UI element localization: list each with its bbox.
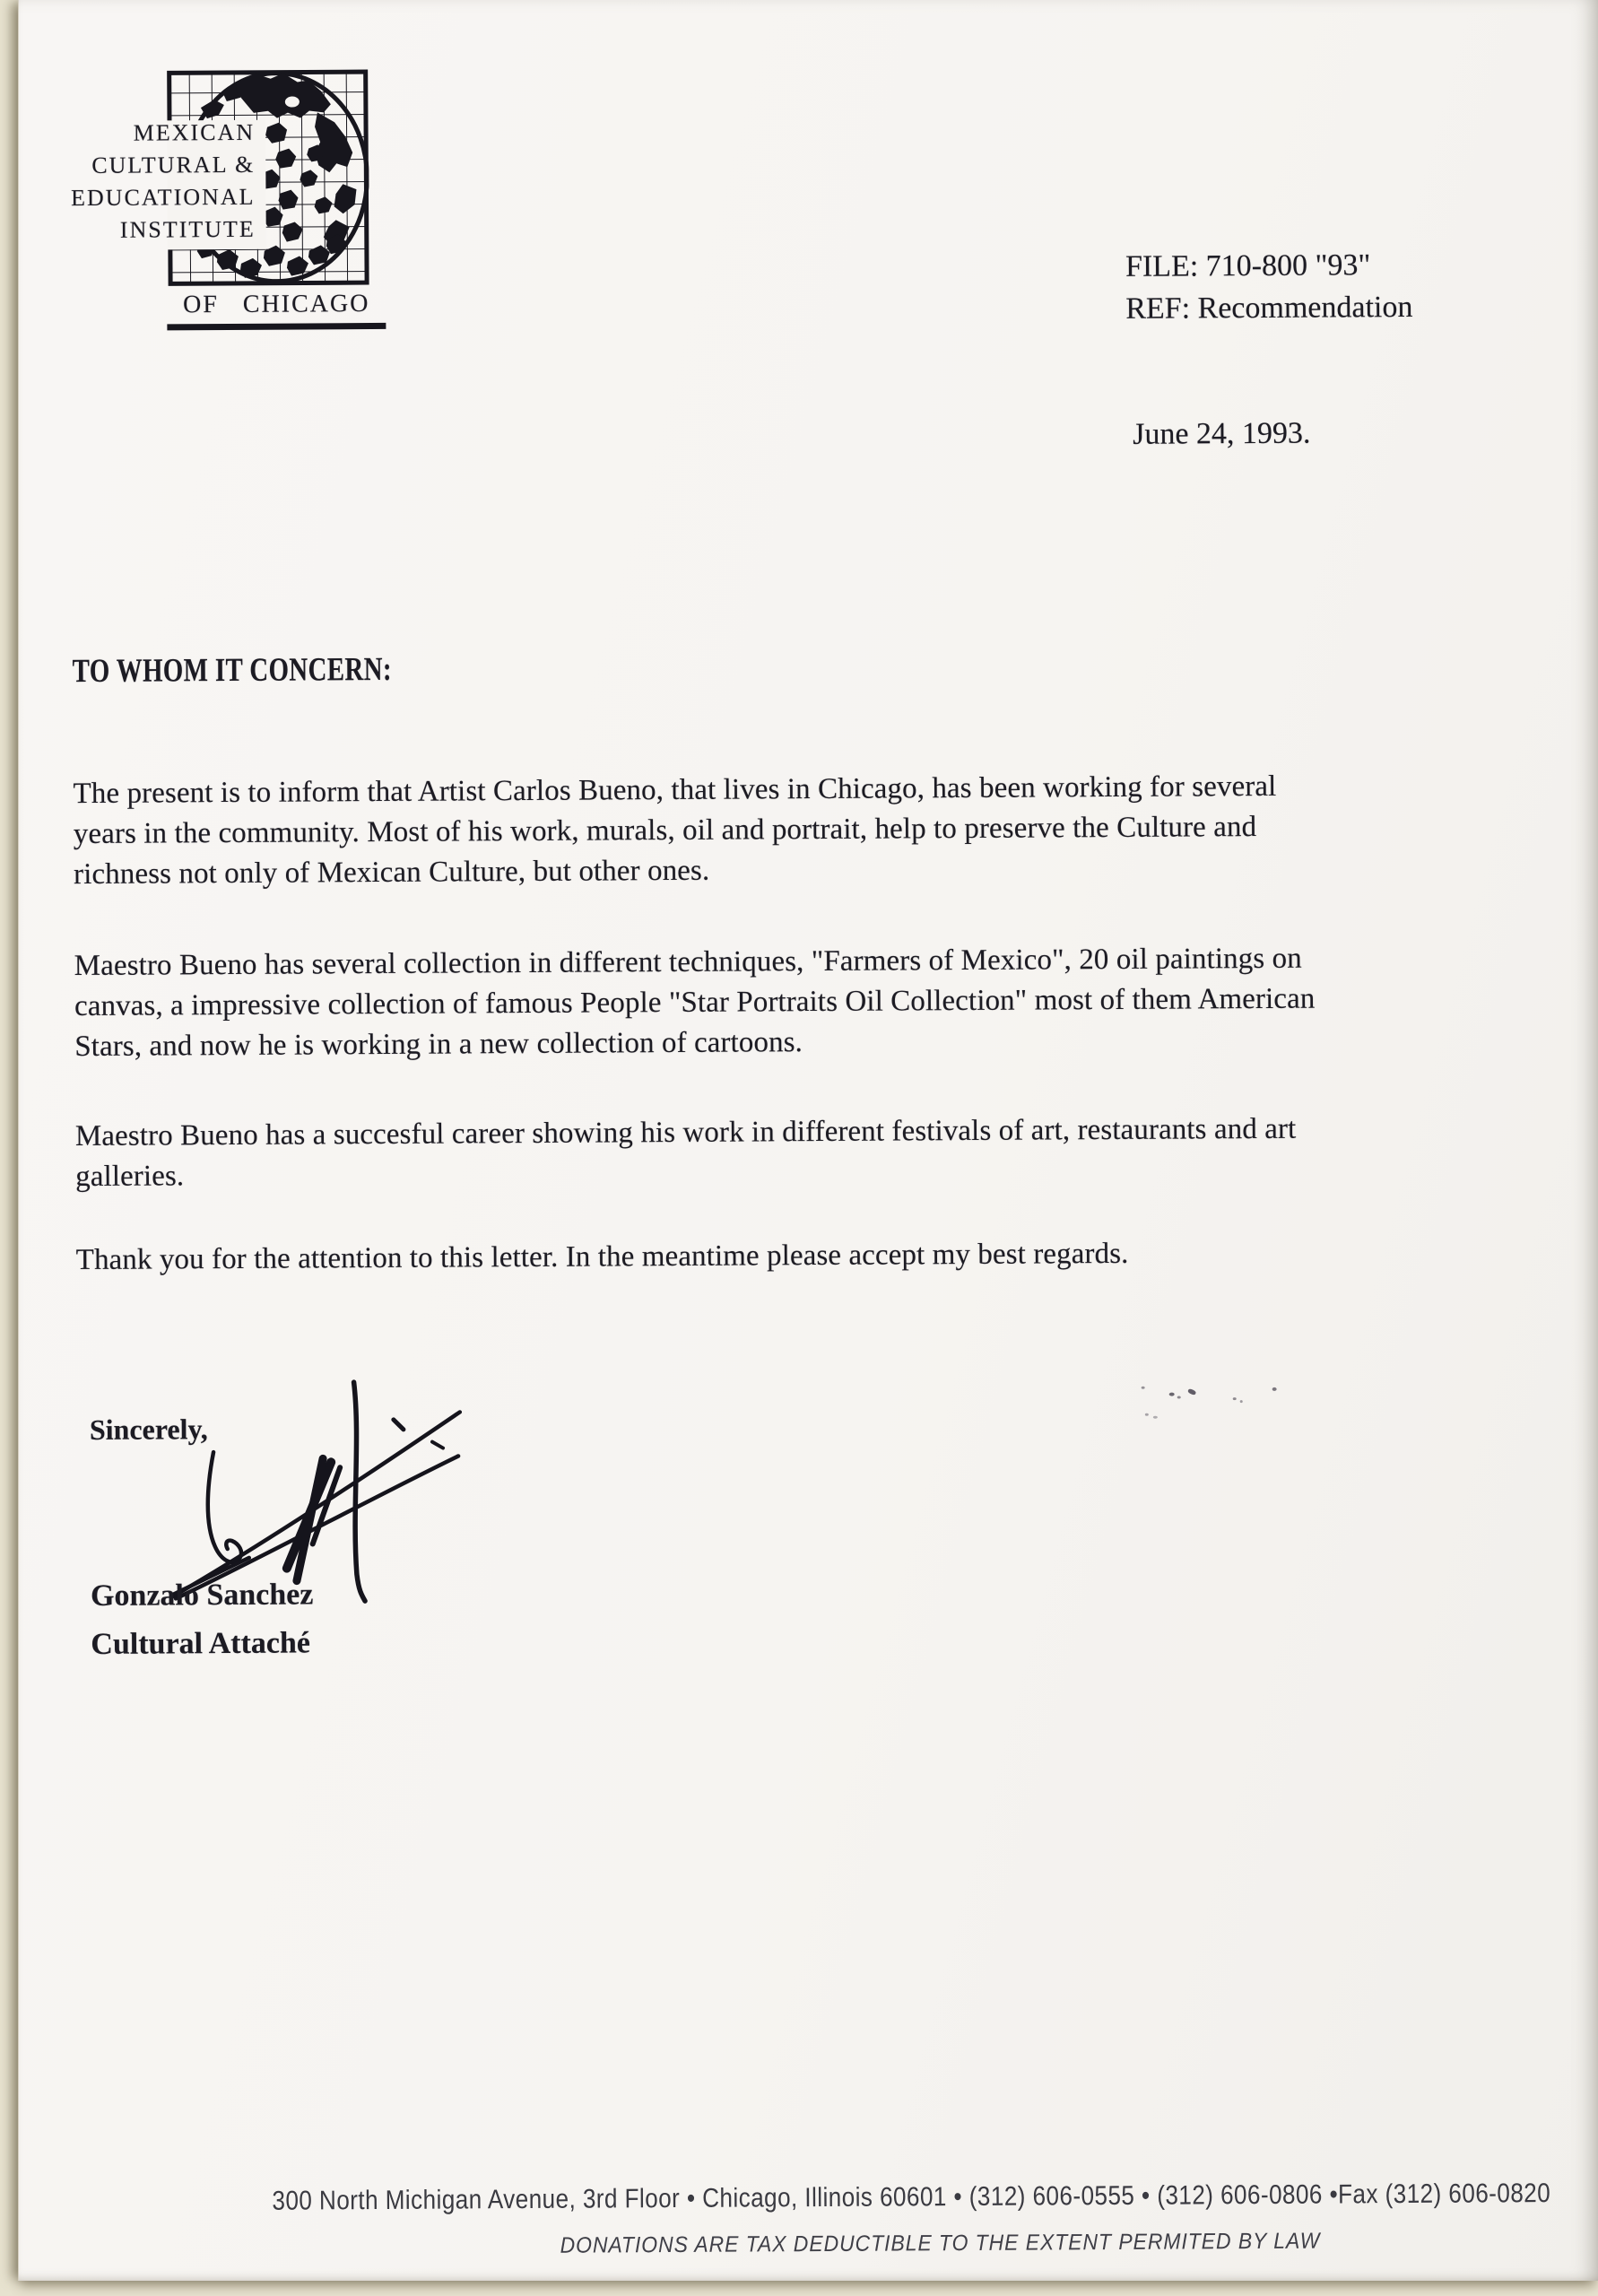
letter-content [12, 0, 1598, 2285]
letterhead-rule [167, 323, 386, 330]
scan-speckle [1169, 1393, 1175, 1396]
scan-speckle [1272, 1387, 1277, 1391]
paragraph-3: Maestro Bueno has a succesful career showing his work in different festivals of art, restaurants and art galleries. [74, 1112, 1297, 1194]
reference-block [1125, 244, 1413, 330]
paragraph-4: Thank you for the attention to this letter. In the meantime please accept my best regards. [75, 1237, 1129, 1277]
org-name-line: CULTURAL & [91, 151, 256, 178]
salutation: TO WHOM IT CONCERN: [72, 650, 393, 691]
letter-page [18, 0, 1598, 2281]
paragraph-1: The present is to inform that Artist Carlos Bueno, that lives in Chicago, has been working for several years in the community. Most of his work, murals, oil and portrait, help to preserve the Culture and richness not only of Mexican Culture, but other ones. [73, 770, 1277, 891]
scan-speckle [1240, 1400, 1243, 1403]
signer-name: Gonzalo Sanchez [90, 1578, 314, 1613]
org-sub-name: OF CHICAGO [182, 290, 370, 319]
footer-address: 300 North Michigan Avenue, 3rd Floor • Chicago, Illinois 60601 • (312) 606-0555 • (312) 606-0806 •Fax (312) 606-0820 [272, 2179, 1551, 2216]
letter-date: June 24, 1993. [1133, 416, 1311, 451]
scan-speckle [1153, 1416, 1158, 1419]
signer-title: Cultural Attaché [91, 1626, 311, 1661]
org-name-line: MEXICAN [133, 118, 256, 146]
org-name-line: INSTITUTE [119, 215, 256, 243]
file-number: FILE: 710-800 "93" [1125, 248, 1371, 283]
paragraph-2: Maestro Bueno has several collection in different techniques, "Farmers of Mexico", 20 oil paintings on canvas, a impressive collection of famous People "Star Portraits Oil Collection" most of them American Stars, and now he is working in a new collection of cartoons. [74, 942, 1316, 1064]
scan-speckle [1233, 1397, 1237, 1400]
footer-tax-note: DONATIONS ARE TAX DEDUCTIBLE TO THE EXTENT PERMITED BY LAW [560, 2228, 1321, 2258]
closing: Sincerely, [89, 1413, 208, 1446]
scan-speckle [1187, 1388, 1196, 1396]
scan-speckle [1142, 1387, 1145, 1389]
org-name-line: EDUCATIONAL [71, 183, 256, 212]
scan-speckle [1177, 1396, 1181, 1399]
org-name [65, 117, 256, 247]
scan-speckle [1145, 1413, 1149, 1416]
signature-scrawl [154, 1365, 569, 1664]
ref-subject: REF: Recommendation [1125, 290, 1413, 326]
